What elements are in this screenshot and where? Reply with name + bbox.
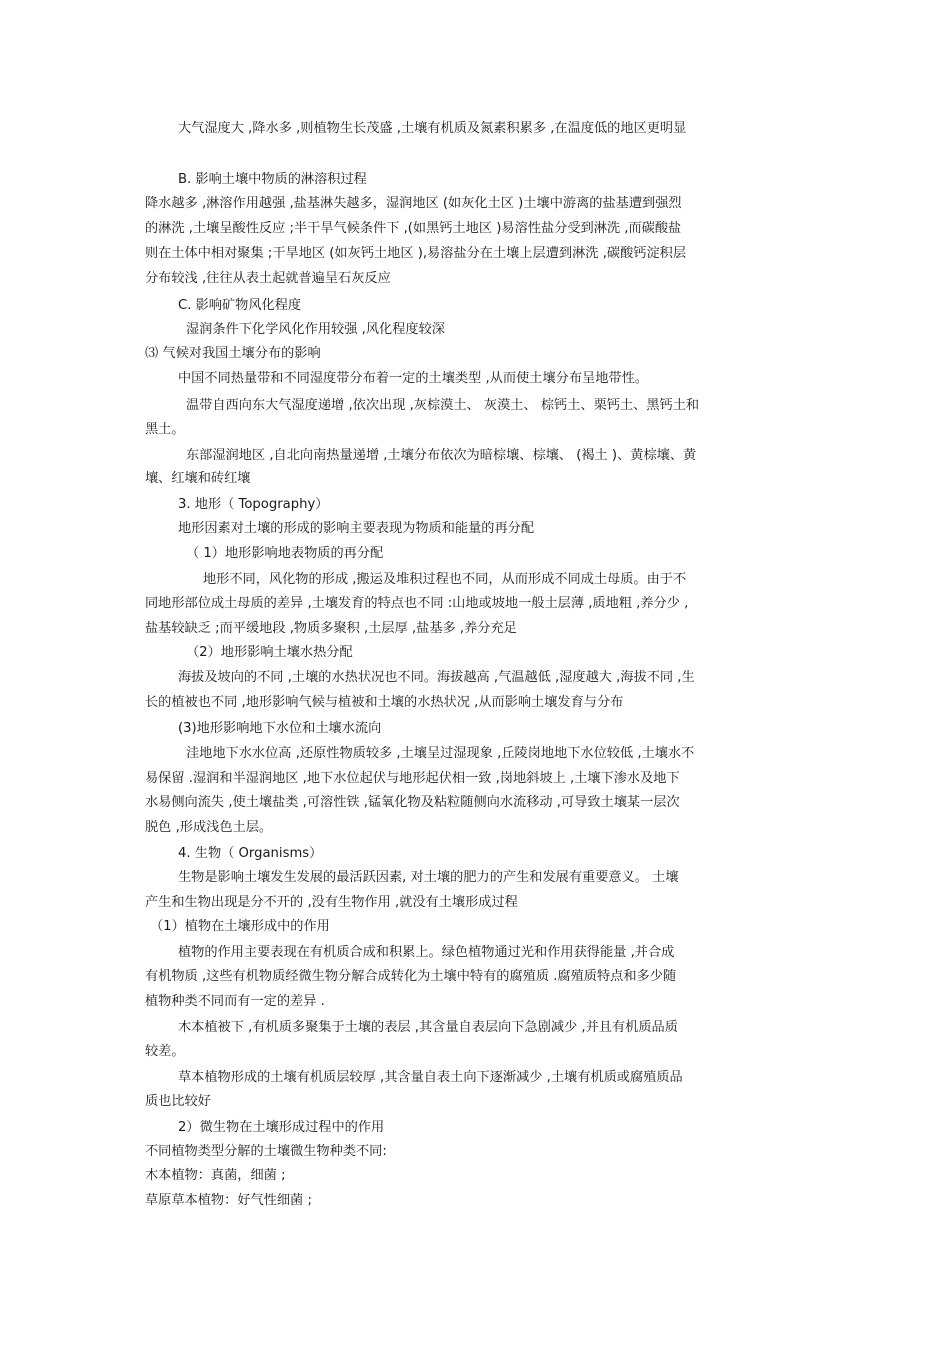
section-heading: （ 1）地形影响地表物质的再分配 bbox=[186, 546, 384, 561]
paragraph-line: 易保留 .湿润和半湿润地区 ,地下水位起伏与地形起伏相一致 ,岗地斜坡上 ,土壤下渗水及地下 bbox=[145, 771, 680, 786]
section-heading: 3. 地形（ Topography） bbox=[178, 497, 329, 512]
paragraph-line: 同地形部位成土母质的差异 ,土壤发育的特点也不同 :山地或坡地一般土层薄 ,质地粗 ,养分少 , bbox=[145, 596, 689, 611]
section-heading: 2）微生物在土壤形成过程中的作用 bbox=[178, 1120, 385, 1135]
section-heading: ⑶ 气候对我国土壤分布的影响 bbox=[145, 346, 321, 361]
section-heading: B. 影响土壤中物质的淋溶积过程 bbox=[178, 172, 367, 187]
paragraph-line: 湿润条件下化学风化作用较强 ,风化程度较深 bbox=[186, 322, 445, 337]
paragraph-line: 降水越多 ,淋溶作用越强 ,盐基淋失越多，湿润地区 (如灰化土区 )土壤中游离的盐基遭到强烈 bbox=[145, 196, 682, 211]
paragraph-line: 木本植被下 ,有机质多聚集于土壤的表层 ,其含量自表层向下急剧减少 ,并且有机质品质 bbox=[178, 1020, 678, 1035]
paragraph-line: 的淋洗 ,土壤呈酸性反应 ;半干旱气候条件下 ,(如黑钙土地区 )易溶性盐分受到淋洗 ,而碳酸盐 bbox=[145, 221, 682, 236]
section-heading: （1）植物在土壤形成中的作用 bbox=[150, 919, 330, 934]
paragraph-line: 产生和生物出现是分不开的 ,没有生物作用 ,就没有土壤形成过程 bbox=[145, 895, 518, 910]
section-heading: C. 影响矿物风化程度 bbox=[178, 298, 302, 313]
paragraph-line: 海拔及坡向的不同 ,土壤的水热状况也不同。海拔越高 ,气温越低 ,湿度越大 ,海拔不同 ,生 bbox=[178, 670, 695, 685]
paragraph-line: 植物的作用主要表现在有机质合成和积累上。绿色植物通过光和作用获得能量 ,并合成 bbox=[178, 945, 675, 960]
paragraph-line: 生物是影响土壤发生发展的最活跃因素, 对土壤的肥力的产生和发展有重要意义。 土壤 bbox=[178, 870, 679, 885]
paragraph-line: 长的植被也不同 ,地形影响气候与植被和土壤的水热状况 ,从而影响土壤发育与分布 bbox=[145, 695, 624, 710]
paragraph-line: 草本植物形成的土壤有机质层较厚 ,其含量自表土向下逐渐减少 ,土壤有机质或腐殖质品 bbox=[178, 1070, 683, 1085]
paragraph-line: 分布较浅 ,往往从表土起就普遍呈石灰反应 bbox=[145, 271, 391, 286]
paragraph-line: 草原草本植物：好气性细菌 ; bbox=[145, 1193, 312, 1208]
paragraph-line: 盐基较缺乏 ;而平缓地段 ,物质多聚积 ,土层厚 ,盐基多 ,养分充足 bbox=[145, 621, 517, 636]
paragraph-line: 木本植物：真菌，细菌 ; bbox=[145, 1168, 286, 1183]
paragraph-line: 不同植物类型分解的土壤微生物种类不同: bbox=[145, 1144, 387, 1159]
section-heading: (3)地形影响地下水位和土壤水流向 bbox=[178, 721, 382, 736]
paragraph-line: 大气湿度大 ,降水多 ,则植物生长茂盛 ,土壤有机质及氮素积累多 ,在温度低的地区更明显 bbox=[178, 121, 687, 136]
paragraph-line: 则在土体中相对聚集 ;干旱地区 (如灰钙土地区 ),易溶盐分在土壤上层遭到淋洗 ,碳酸钙淀积层 bbox=[145, 246, 687, 261]
paragraph-line: 壤、红壤和砖红壤 bbox=[145, 471, 251, 486]
paragraph-line: 质也比较好 bbox=[145, 1094, 211, 1109]
paragraph-line: 有机物质 ,这些有机物质经微生物分解合成转化为土壤中特有的腐殖质 .腐殖质特点和多少随 bbox=[145, 969, 677, 984]
section-heading: 4. 生物（ Organisms） bbox=[178, 846, 323, 861]
paragraph-line: 较差。 bbox=[145, 1044, 185, 1059]
paragraph-line: 脱色 ,形成浅色土层。 bbox=[145, 820, 273, 835]
paragraph-line: 地形不同，风化物的形成 ,搬运及堆积过程也不同，从而形成不同成土母质。由于不 bbox=[203, 572, 687, 587]
paragraph-line: 水易侧向流失 ,使土壤盐类 ,可溶性铁 ,锰氧化物及粘粒随侧向水流移动 ,可导致土壤某一层次 bbox=[145, 795, 680, 810]
paragraph-line: 中国不同热量带和不同湿度带分布着一定的土壤类型 ,从而使土壤分布呈地带性。 bbox=[178, 371, 648, 386]
paragraph-line: 地形因素对土壤的形成的影响主要表现为物质和能量的再分配 bbox=[178, 521, 535, 536]
paragraph-line: 洼地地下水水位高 ,还原性物质较多 ,土壤呈过湿现象 ,丘陵岗地地下水位较低 ,土壤水不 bbox=[186, 746, 695, 761]
paragraph-line: 温带自西向东大气湿度递增 ,依次出现 ,灰棕漠土、 灰漠土、 棕钙土、栗钙土、黑钙土和 bbox=[186, 398, 700, 413]
paragraph-line: 东部湿润地区 ,自北向南热量递增 ,土壤分布依次为暗棕壤、棕壤、 (褐土 )、黄棕壤、黄 bbox=[186, 448, 697, 463]
paragraph-line: 黑土。 bbox=[145, 422, 185, 437]
section-heading: （2）地形影响土壤水热分配 bbox=[186, 645, 353, 660]
paragraph-line: 植物种类不同而有一定的差异 . bbox=[145, 994, 325, 1009]
